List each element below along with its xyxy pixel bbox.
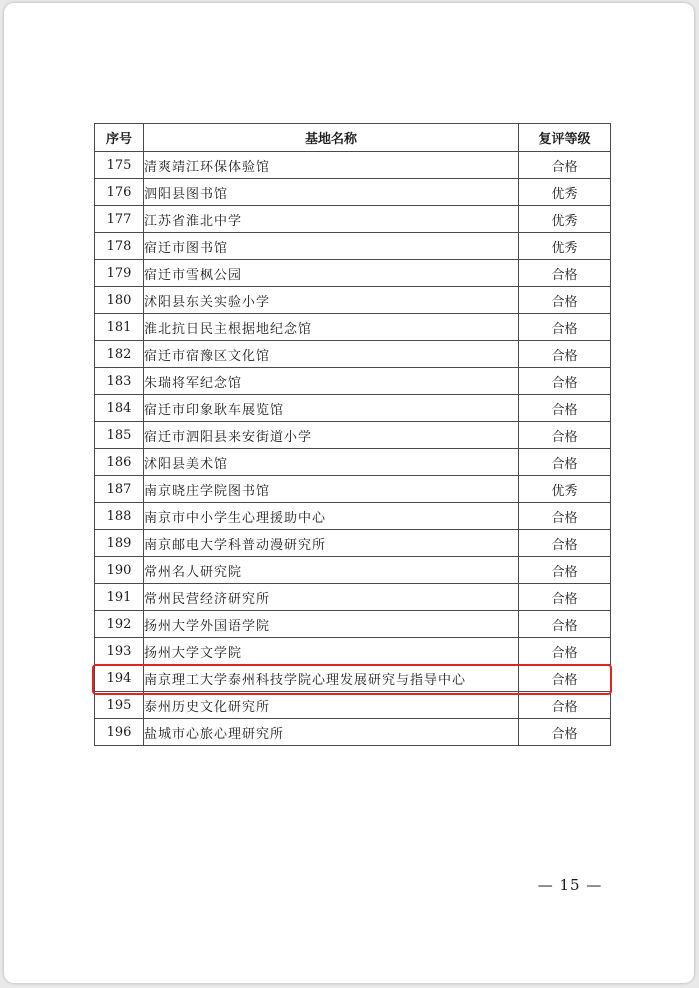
row-serial-number: 196 [95,719,144,746]
row-review-grade: 合格 [519,584,611,611]
row-base-name: 泰州历史文化研究所 [144,692,519,719]
table-row [95,557,611,584]
row-serial-number: 183 [95,368,144,395]
row-serial-number: 178 [95,233,144,260]
row-serial-number: 190 [95,557,144,584]
table-row [95,476,611,503]
row-base-name: 宿迁市图书馆 [144,233,519,260]
row-review-grade: 合格 [519,638,611,665]
evaluation-table [94,123,611,746]
row-review-grade: 合格 [519,692,611,719]
row-serial-number: 191 [95,584,144,611]
row-base-name: 沭阳县东关实验小学 [144,287,519,314]
page-number: — 15 — [537,876,603,894]
row-base-name: 宿迁市雪枫公园 [144,260,519,287]
row-serial-number: 184 [95,395,144,422]
row-review-grade: 合格 [519,287,611,314]
row-base-name: 扬州大学文学院 [144,638,519,665]
row-base-name: 常州名人研究院 [144,557,519,584]
row-base-name: 清爽靖江环保体验馆 [144,152,519,179]
table-row [95,503,611,530]
row-base-name: 泗阳县图书馆 [144,179,519,206]
row-serial-number: 189 [95,530,144,557]
row-review-grade: 优秀 [519,233,611,260]
table-row [95,530,611,557]
row-base-name: 淮北抗日民主根据地纪念馆 [144,314,519,341]
header-base-name: 基地名称 [144,124,519,152]
row-base-name: 南京理工大学泰州科技学院心理发展研究与指导中心 [144,665,519,692]
table-row [95,179,611,206]
row-review-grade: 优秀 [519,476,611,503]
table-row [95,341,611,368]
row-review-grade: 合格 [519,719,611,746]
row-base-name: 江苏省淮北中学 [144,206,519,233]
table-row [95,638,611,665]
header-serial-number: 序号 [95,124,144,152]
row-base-name: 扬州大学外国语学院 [144,611,519,638]
row-serial-number: 193 [95,638,144,665]
row-base-name: 朱瑞将军纪念馆 [144,368,519,395]
row-base-name: 南京市中小学生心理援助中心 [144,503,519,530]
row-serial-number: 177 [95,206,144,233]
row-serial-number: 175 [95,152,144,179]
row-serial-number: 187 [95,476,144,503]
table-row [95,665,611,692]
table-row [95,395,611,422]
row-review-grade: 合格 [519,422,611,449]
table-row [95,368,611,395]
row-serial-number: 195 [95,692,144,719]
row-review-grade: 合格 [519,611,611,638]
table-row [95,422,611,449]
table-row [95,719,611,746]
table-header-row [95,124,611,152]
row-serial-number: 182 [95,341,144,368]
row-serial-number: 192 [95,611,144,638]
row-base-name: 宿迁市印象耿车展览馆 [144,395,519,422]
row-review-grade: 合格 [519,260,611,287]
row-base-name: 常州民营经济研究所 [144,584,519,611]
table-row [95,233,611,260]
row-review-grade: 合格 [519,314,611,341]
row-serial-number: 185 [95,422,144,449]
table-row [95,692,611,719]
row-base-name: 宿迁市宿豫区文化馆 [144,341,519,368]
row-base-name: 宿迁市泗阳县来安街道小学 [144,422,519,449]
row-base-name: 南京晓庄学院图书馆 [144,476,519,503]
row-serial-number: 181 [95,314,144,341]
table-row [95,611,611,638]
table-row [95,314,611,341]
row-review-grade: 合格 [519,503,611,530]
row-review-grade: 合格 [519,395,611,422]
row-review-grade: 合格 [519,557,611,584]
table-row [95,449,611,476]
header-review-grade: 复评等级 [519,124,611,152]
row-serial-number: 186 [95,449,144,476]
row-serial-number: 180 [95,287,144,314]
row-base-name: 沭阳县美术馆 [144,449,519,476]
table-row [95,287,611,314]
row-serial-number: 179 [95,260,144,287]
row-review-grade: 优秀 [519,179,611,206]
table-row [95,206,611,233]
row-review-grade: 合格 [519,341,611,368]
row-review-grade: 优秀 [519,206,611,233]
row-base-name: 南京邮电大学科普动漫研究所 [144,530,519,557]
row-serial-number: 176 [95,179,144,206]
row-review-grade: 合格 [519,665,611,692]
table-row [95,584,611,611]
table-row [95,260,611,287]
row-review-grade: 合格 [519,368,611,395]
row-review-grade: 合格 [519,449,611,476]
table-row [95,152,611,179]
row-review-grade: 合格 [519,530,611,557]
row-serial-number: 194 [95,665,144,692]
row-review-grade: 合格 [519,152,611,179]
row-base-name: 盐城市心旅心理研究所 [144,719,519,746]
row-serial-number: 188 [95,503,144,530]
